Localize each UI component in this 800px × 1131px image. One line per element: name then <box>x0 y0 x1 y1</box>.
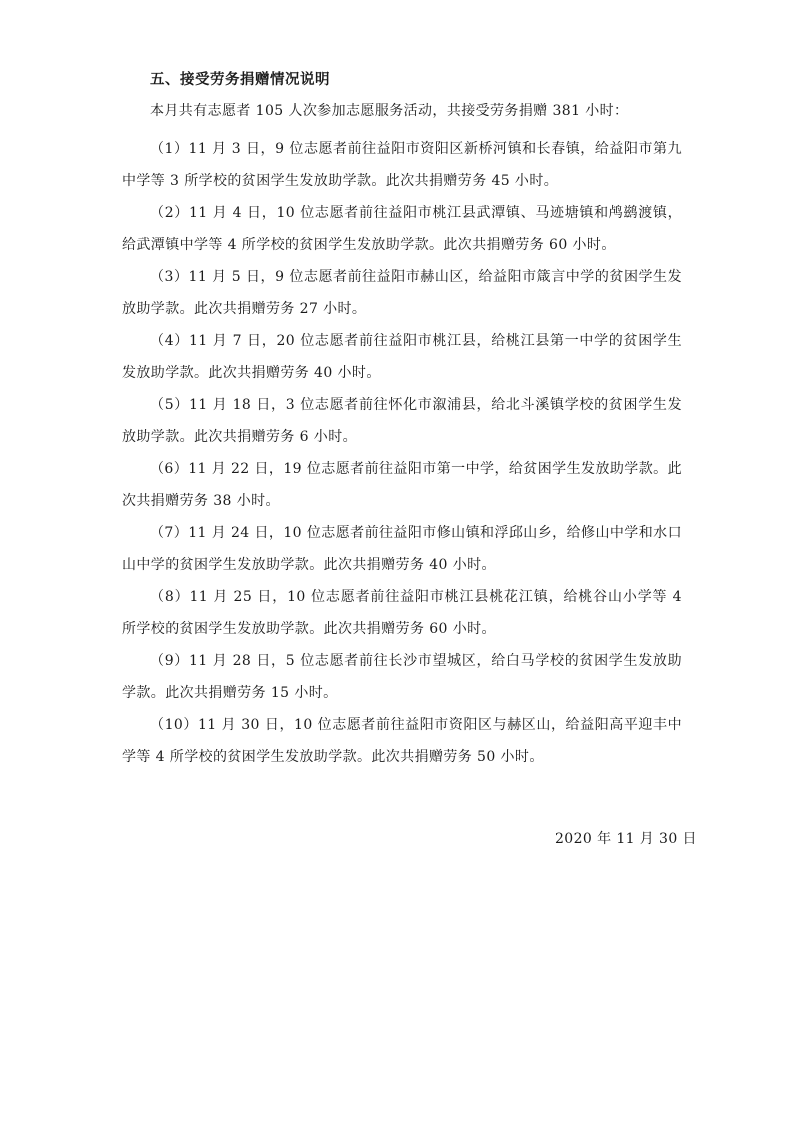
document-date: 2020 年 11 月 30 日 <box>555 831 697 847</box>
donation-list <box>122 133 682 773</box>
list-item: （9）11 月 28 日，5 位志愿者前往长沙市望城区，给白马学校的贫困学生发放助学款。此次共捐赠劳务 15 小时。 <box>122 653 682 701</box>
intro-paragraph: 本月共有志愿者 105 人次参加志愿服务活动，共接受劳务捐赠 381 小时： <box>150 103 629 119</box>
section-heading: 五、接受劳务捐赠情况说明 <box>150 71 330 88</box>
list-item: （8）11 月 25 日，10 位志愿者前往益阳市桃江县桃花江镇，给桃谷山小学等 4 所学校的贫困学生发放助学款。此次共捐赠劳务 60 小时。 <box>122 589 682 637</box>
list-item: （5）11 月 18 日，3 位志愿者前往怀化市溆浦县，给北斗溪镇学校的贫困学生发放助学款。此次共捐赠劳务 6 小时。 <box>122 397 682 445</box>
list-item: （1）11 月 3 日，9 位志愿者前往益阳市资阳区新桥河镇和长春镇，给益阳市第九中学等 3 所学校的贫困学生发放助学款。此次共捐赠劳务 45 小时。 <box>122 141 682 189</box>
list-item: （4）11 月 7 日，20 位志愿者前往益阳市桃江县，给桃江县第一中学的贫困学生发放助学款。此次共捐赠劳务 40 小时。 <box>122 333 682 381</box>
list-item: （7）11 月 24 日，10 位志愿者前往益阳市修山镇和浮邱山乡，给修山中学和水口山中学的贫困学生发放助学款。此次共捐赠劳务 40 小时。 <box>122 525 682 573</box>
list-item: （10）11 月 30 日，10 位志愿者前往益阳市资阳区与赫区山，给益阳高平迎丰中学等 4 所学校的贫困学生发放助学款。此次共捐赠劳务 50 小时。 <box>122 717 682 765</box>
list-item: （6）11 月 22 日，19 位志愿者前往益阳市第一中学，给贫困学生发放助学款。此次共捐赠劳务 38 小时。 <box>122 461 682 509</box>
list-item: （3）11 月 5 日，9 位志愿者前往益阳市赫山区，给益阳市箴言中学的贫困学生发放助学款。此次共捐赠劳务 27 小时。 <box>122 269 682 317</box>
list-item: （2）11 月 4 日，10 位志愿者前往益阳市桃江县武潭镇、马迹塘镇和鸬鹚渡镇，给武潭镇中学等 4 所学校的贫困学生发放助学款。此次共捐赠劳务 60 小时。 <box>122 205 682 253</box>
